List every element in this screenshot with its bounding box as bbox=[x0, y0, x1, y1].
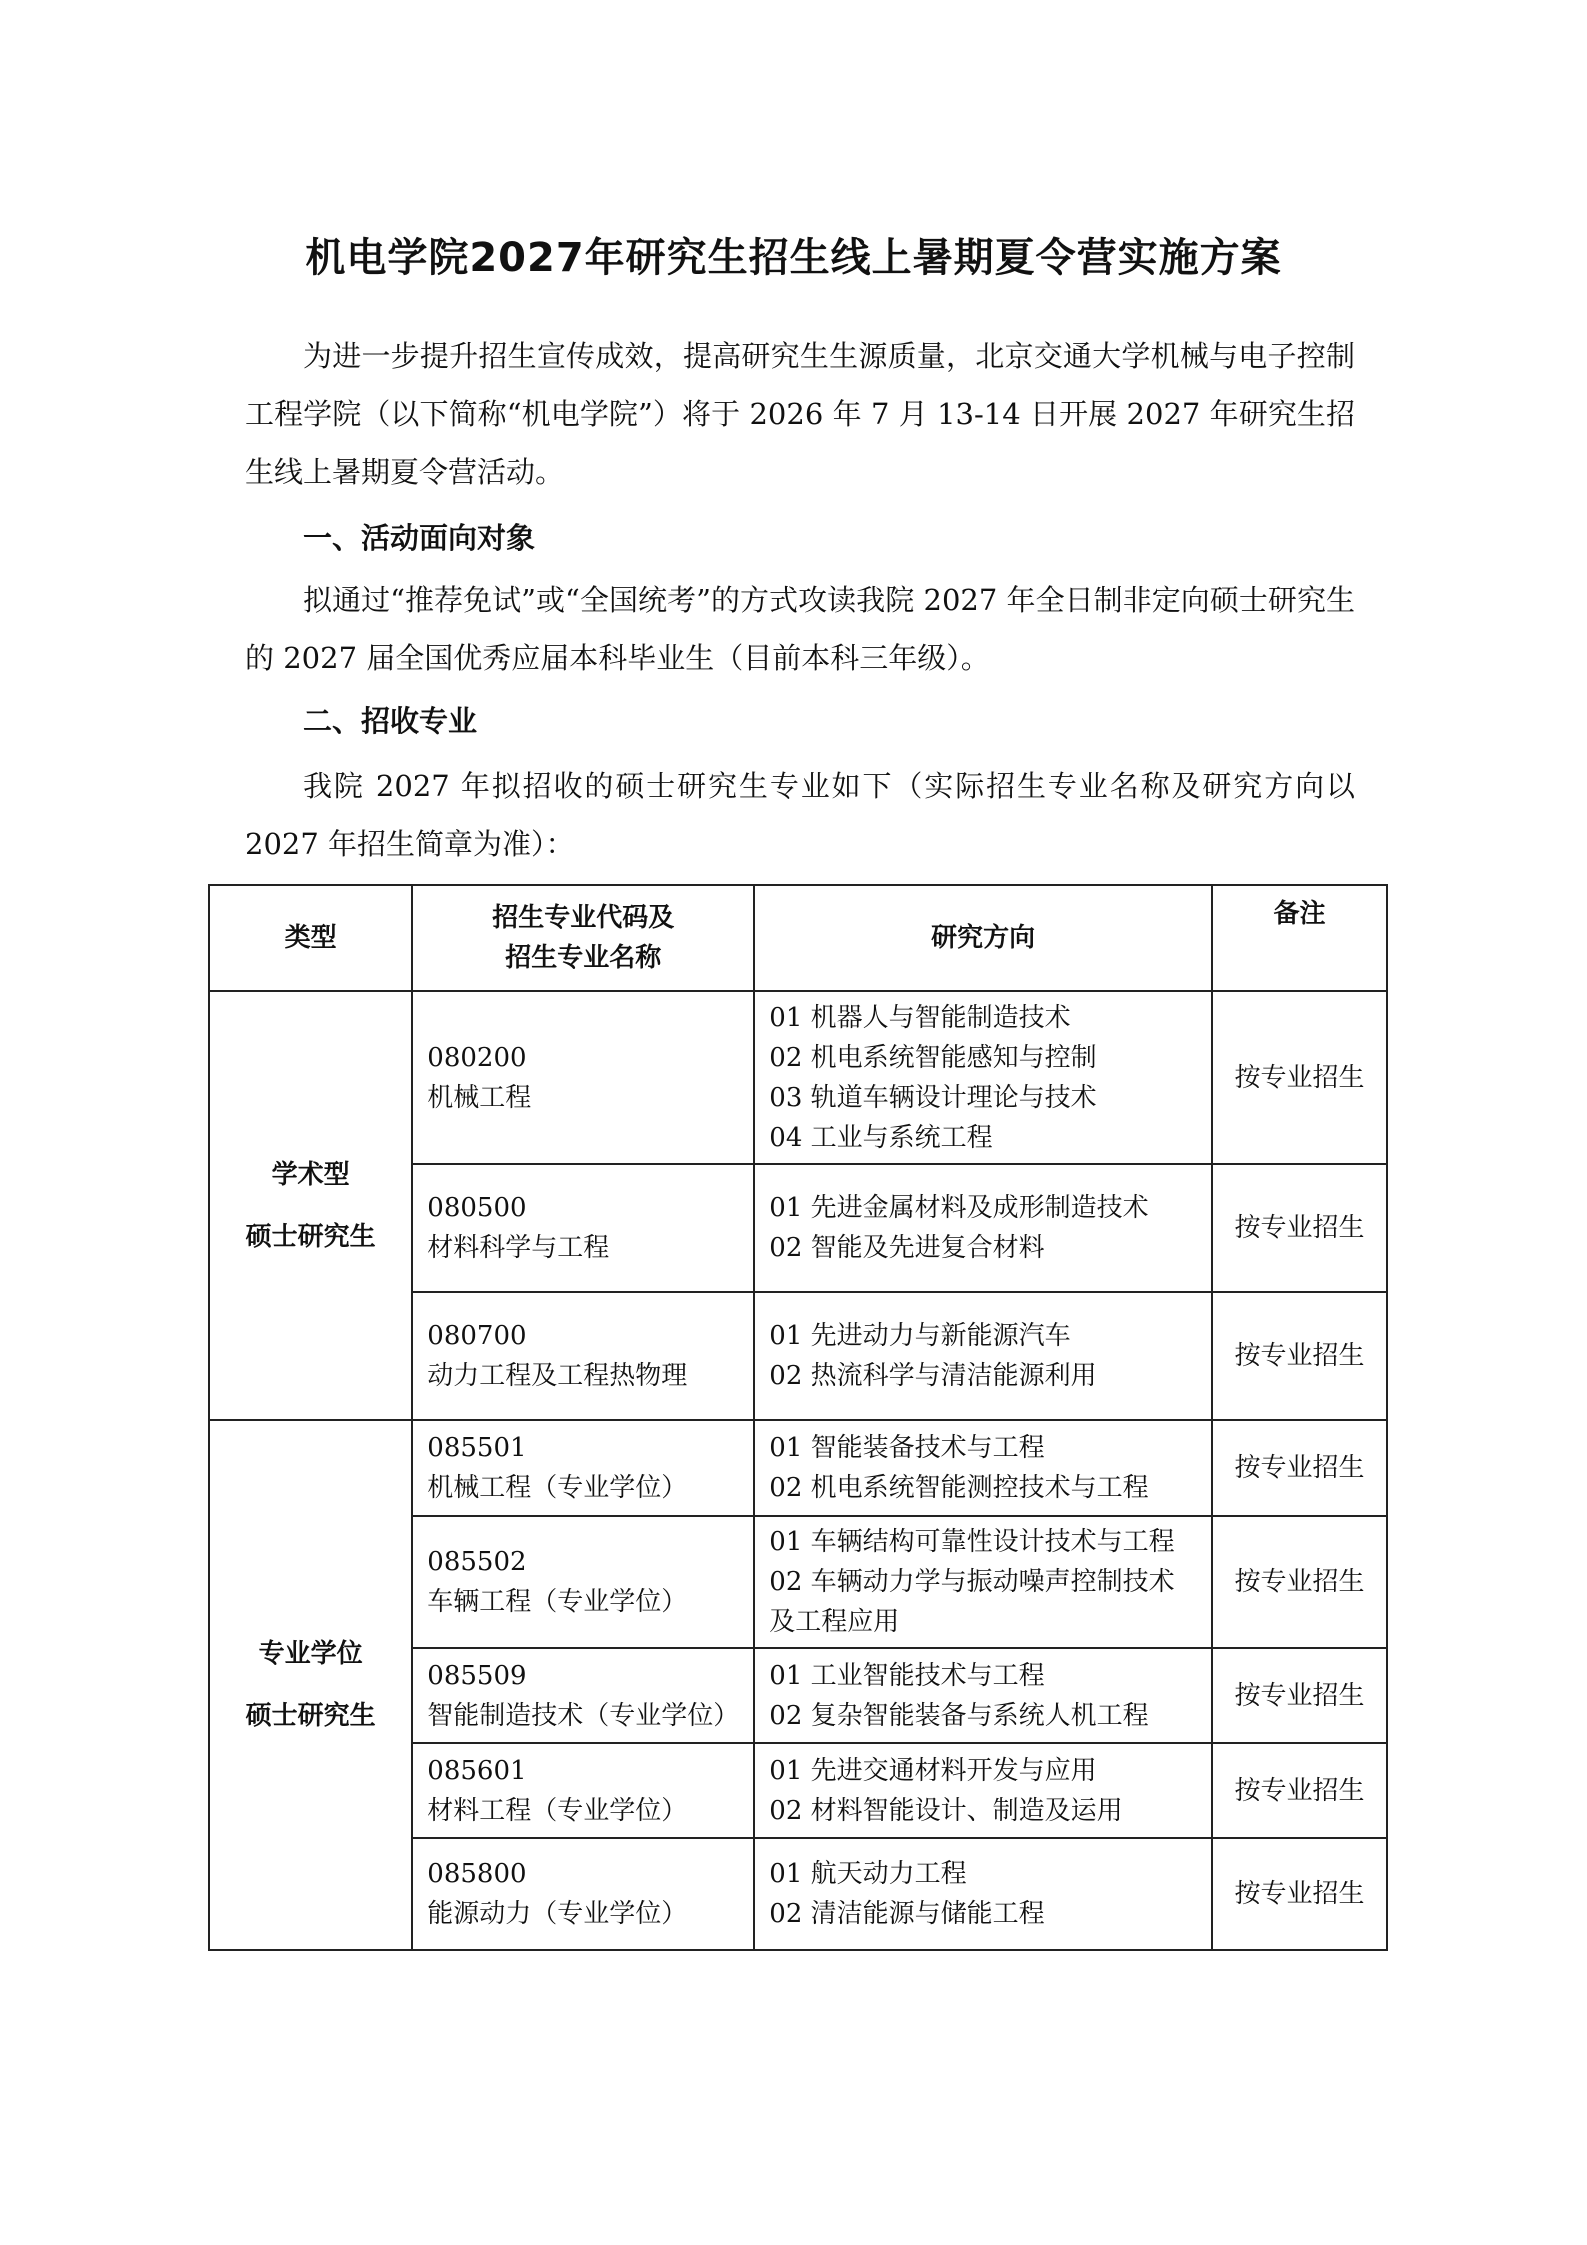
research-direction: 01 车辆结构可靠性设计技术与工程 bbox=[769, 1527, 1175, 1557]
research-direction: 01 智能装备技术与工程 bbox=[769, 1433, 1045, 1463]
research-direction: 01 先进动力与新能源汽车 bbox=[769, 1321, 1071, 1351]
section1-paragraph: 拟通过“推荐免试”或“全国统考”的方式攻读我院 2027 年全日制非定向硕士研究生的 2027 届全国优秀应届本科毕业生（目前本科三年级）。 bbox=[245, 583, 1355, 675]
major-name: 机械工程（专业学位） bbox=[427, 1473, 688, 1503]
research-direction: 01 先进金属材料及成形制造技术 bbox=[769, 1193, 1149, 1223]
direction-cell bbox=[754, 1292, 1212, 1420]
major-name: 机械工程 bbox=[427, 1082, 532, 1113]
research-direction: 及工程应用 bbox=[769, 1607, 900, 1637]
note-cell: 按专业招生 bbox=[1212, 1292, 1387, 1420]
note-cell: 按专业招生 bbox=[1212, 991, 1387, 1164]
major-cell bbox=[412, 1516, 754, 1648]
section2-heading: 二、招收专业 bbox=[303, 704, 478, 738]
direction-cell bbox=[754, 1648, 1212, 1743]
direction-cell bbox=[754, 1743, 1212, 1838]
major-code: 080200 bbox=[427, 1042, 527, 1073]
major-name: 动力工程及工程热物理 bbox=[427, 1361, 688, 1391]
major-cell bbox=[412, 1164, 754, 1292]
direction-cell bbox=[754, 1516, 1212, 1648]
major-cell bbox=[412, 991, 754, 1164]
type-cell bbox=[209, 1420, 412, 1950]
research-direction: 02 机电系统智能感知与控制 bbox=[769, 1042, 1097, 1073]
intro-paragraph: 为进一步提升招生宣传成效，提高研究生生源质量，北京交通大学机械与电子控制工程学院（以下简称“机电学院”）将于 2026 年 7 月 13-14 日开展 2027 年研究生招生线上暑期夏令营活动。 bbox=[245, 339, 1355, 489]
header-major-line1: 招生专业代码及 bbox=[492, 903, 675, 933]
type-label: 专业学位 bbox=[258, 1639, 363, 1669]
majors-table bbox=[208, 884, 1388, 1951]
research-direction: 03 轨道车辆设计理论与技术 bbox=[769, 1082, 1097, 1113]
major-code: 085601 bbox=[427, 1755, 527, 1786]
major-name: 智能制造技术（专业学位） bbox=[427, 1700, 740, 1731]
type-label: 硕士研究生 bbox=[245, 1701, 376, 1731]
table-body bbox=[209, 991, 1387, 1950]
research-direction: 01 航天动力工程 bbox=[769, 1859, 967, 1889]
type-label: 学术型 bbox=[271, 1159, 350, 1190]
note-cell: 按专业招生 bbox=[1212, 1743, 1387, 1838]
section1-heading: 一、活动面向对象 bbox=[303, 521, 536, 555]
type-cell bbox=[209, 991, 412, 1420]
header-type: 类型 bbox=[209, 885, 412, 991]
header-direction: 研究方向 bbox=[754, 885, 1212, 991]
major-cell bbox=[412, 1292, 754, 1420]
note-cell: 按专业招生 bbox=[1212, 1420, 1387, 1516]
table-row bbox=[209, 1420, 1387, 1516]
major-code: 080500 bbox=[427, 1193, 527, 1223]
direction-cell bbox=[754, 1838, 1212, 1950]
research-direction: 01 先进交通材料开发与应用 bbox=[769, 1755, 1097, 1786]
research-direction: 02 车辆动力学与振动噪声控制技术 bbox=[769, 1567, 1175, 1597]
header-major bbox=[412, 885, 754, 991]
research-direction: 01 机器人与智能制造技术 bbox=[769, 1002, 1071, 1033]
direction-cell bbox=[754, 1164, 1212, 1292]
major-name: 材料工程（专业学位） bbox=[427, 1795, 688, 1826]
major-code: 085501 bbox=[427, 1433, 527, 1463]
table-row bbox=[209, 991, 1387, 1164]
research-direction: 02 热流科学与清洁能源利用 bbox=[769, 1361, 1097, 1391]
research-direction: 01 工业智能技术与工程 bbox=[769, 1660, 1045, 1691]
major-name: 车辆工程（专业学位） bbox=[427, 1587, 688, 1617]
research-direction: 02 材料智能设计、制造及运用 bbox=[769, 1795, 1123, 1826]
research-direction: 02 智能及先进复合材料 bbox=[769, 1233, 1045, 1263]
table-header-row bbox=[209, 885, 1387, 991]
document-title: 机电学院2027年研究生招生线上暑期夏令营实施方案 bbox=[305, 235, 1282, 281]
type-label: 硕士研究生 bbox=[245, 1221, 376, 1252]
note-cell: 按专业招生 bbox=[1212, 1164, 1387, 1292]
research-direction: 04 工业与系统工程 bbox=[769, 1122, 993, 1153]
research-direction: 02 清洁能源与储能工程 bbox=[769, 1899, 1045, 1929]
major-cell bbox=[412, 1420, 754, 1516]
research-direction: 02 复杂智能装备与系统人机工程 bbox=[769, 1700, 1149, 1731]
header-note: 备注 bbox=[1212, 885, 1387, 991]
research-direction: 02 机电系统智能测控技术与工程 bbox=[769, 1473, 1149, 1503]
direction-cell bbox=[754, 991, 1212, 1164]
major-code: 085800 bbox=[427, 1859, 527, 1889]
major-cell bbox=[412, 1743, 754, 1838]
note-cell: 按专业招生 bbox=[1212, 1516, 1387, 1648]
note-cell: 按专业招生 bbox=[1212, 1648, 1387, 1743]
major-cell bbox=[412, 1648, 754, 1743]
major-code: 085509 bbox=[427, 1660, 527, 1691]
note-cell: 按专业招生 bbox=[1212, 1838, 1387, 1950]
major-code: 085502 bbox=[427, 1547, 527, 1577]
direction-cell bbox=[754, 1420, 1212, 1516]
major-name: 材料科学与工程 bbox=[427, 1233, 610, 1263]
major-name: 能源动力（专业学位） bbox=[427, 1899, 688, 1929]
major-cell bbox=[412, 1838, 754, 1950]
major-code: 080700 bbox=[427, 1321, 527, 1351]
header-major-line2: 招生专业名称 bbox=[505, 943, 662, 973]
section2-paragraph: 我院 2027 年拟招收的硕士研究生专业如下（实际招生专业名称及研究方向以 2027 年招生简章为准）： bbox=[245, 769, 1355, 861]
